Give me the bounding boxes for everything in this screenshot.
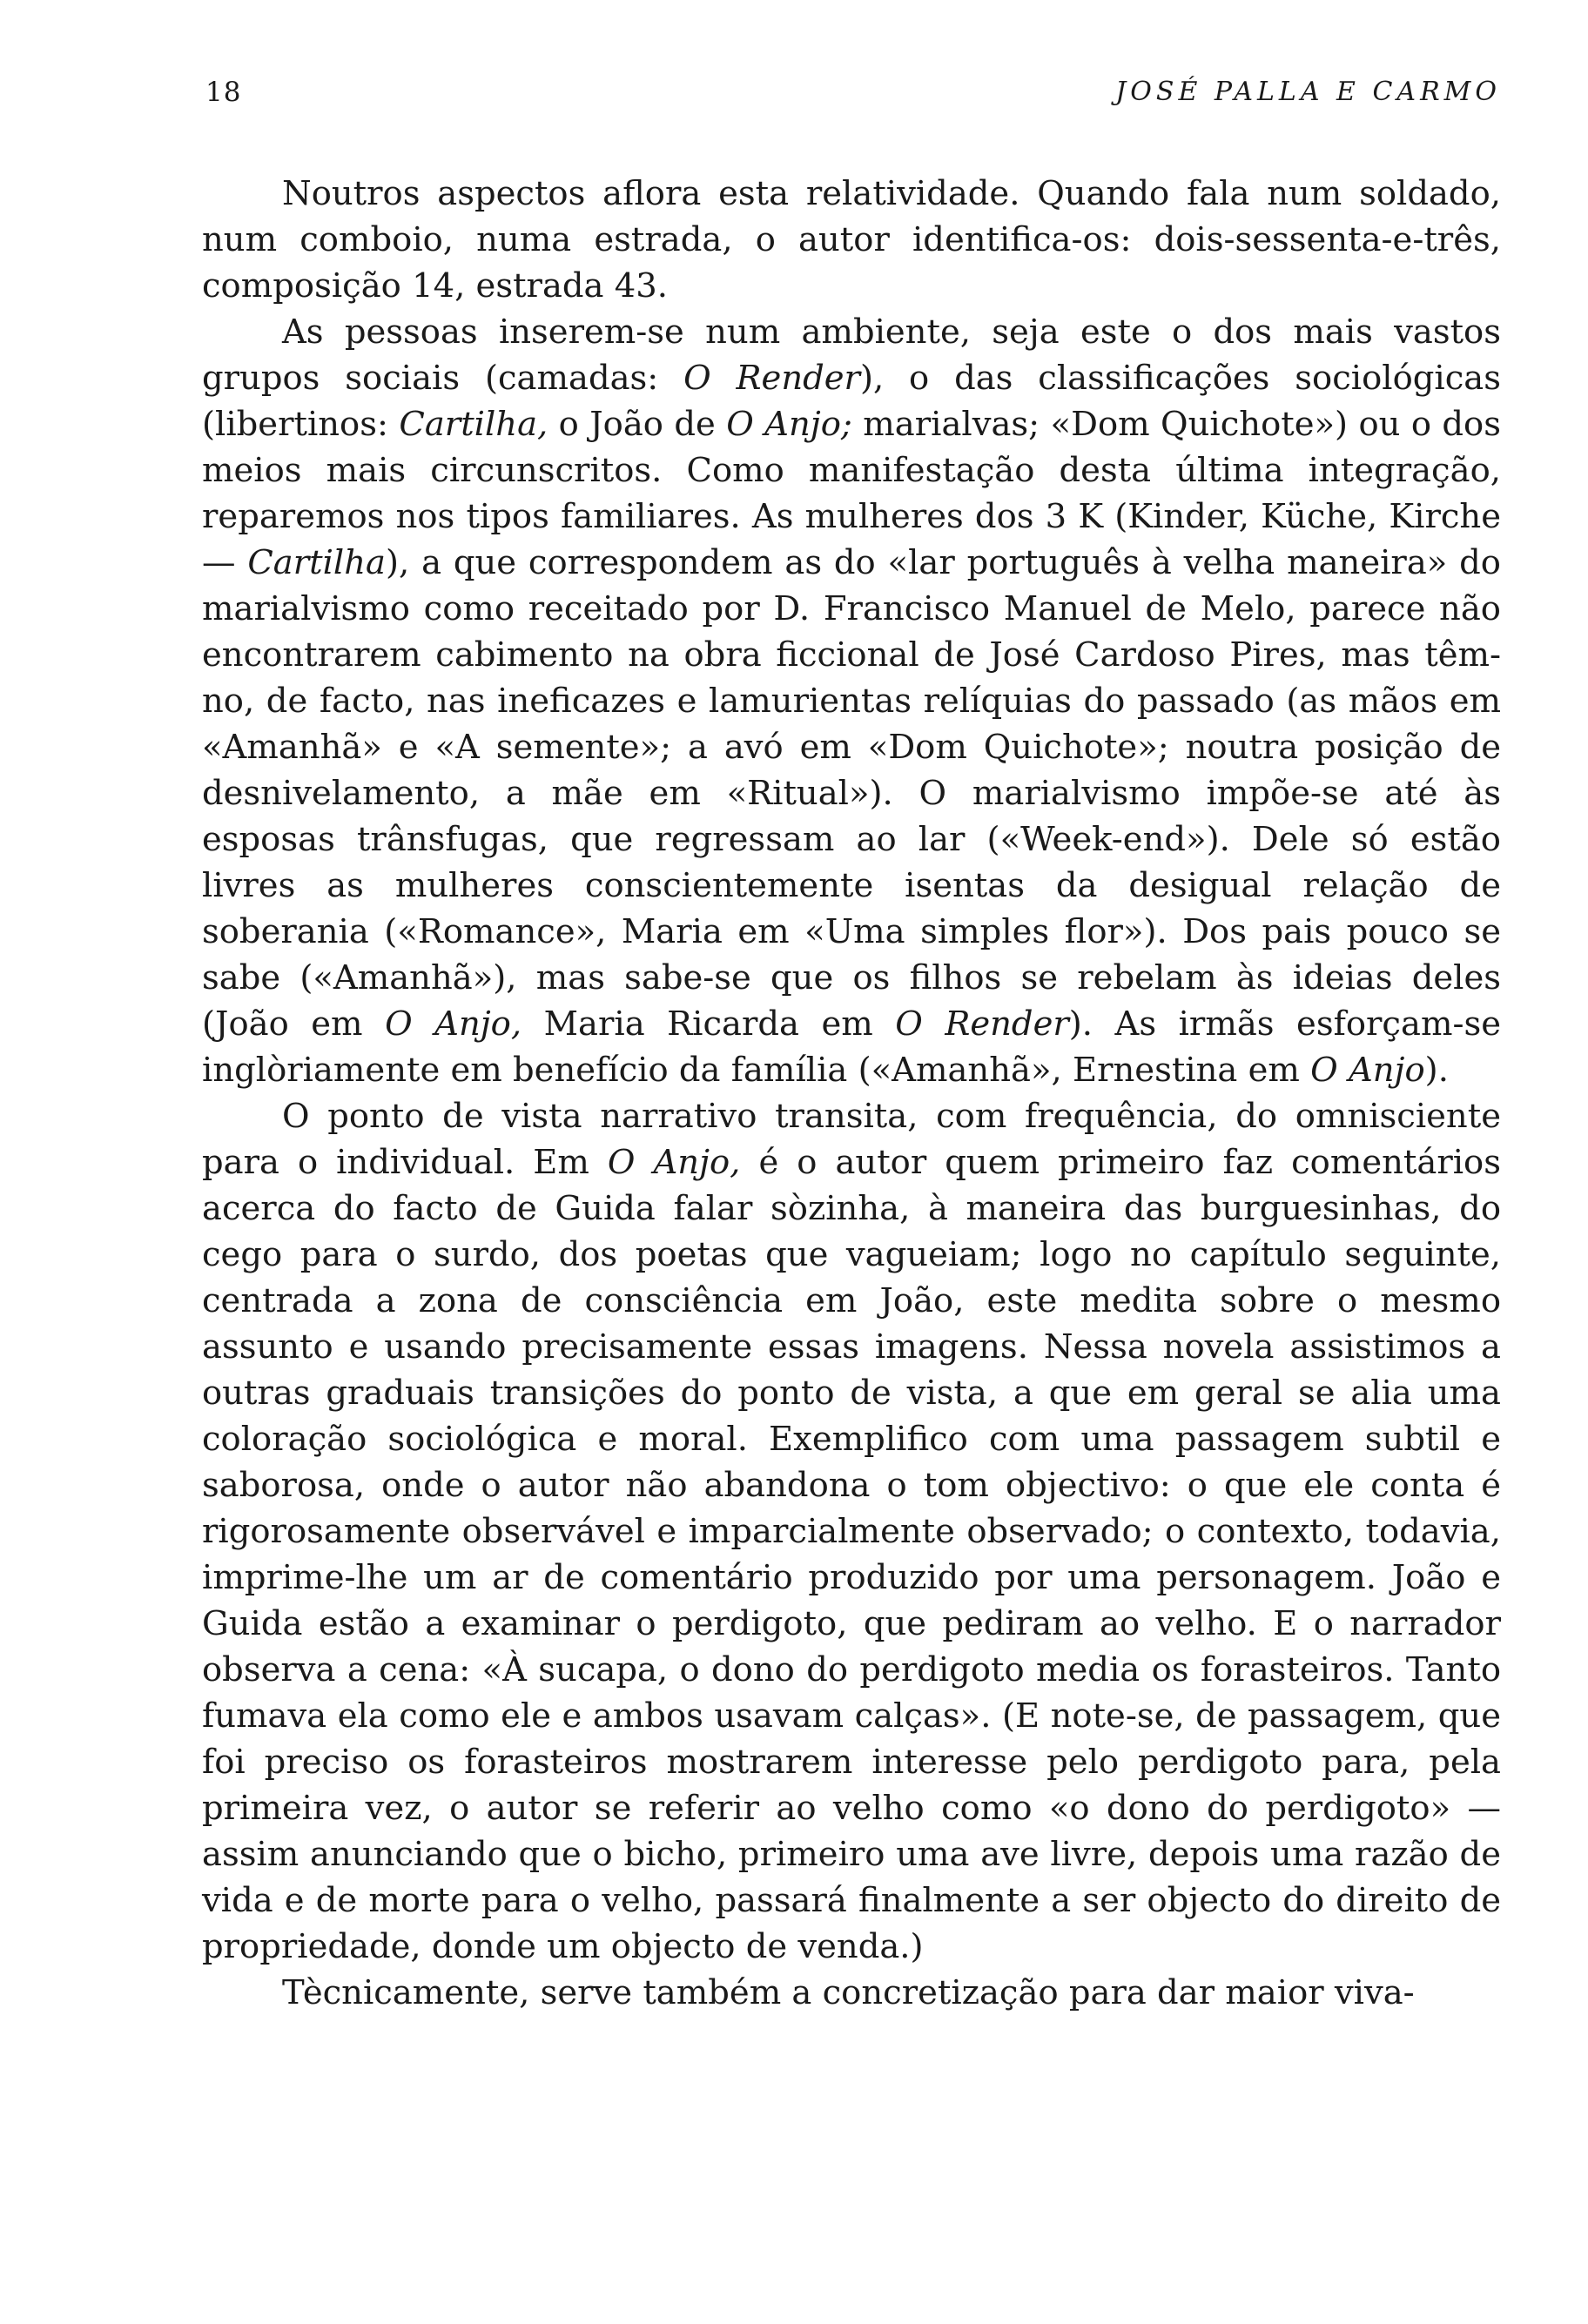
italic-title: O Anjo; — [726, 405, 852, 444]
text-run: Maria Ricarda em — [521, 1004, 896, 1044]
text-run: ). — [1424, 1051, 1449, 1090]
italic-title: O Render — [895, 1004, 1069, 1044]
text-run: marialvas; «Dom Quichote») ou o dos meios mais circunscritos. Como manifestação desta última integração, reparemos nos tipos familiares. As mulheres dos 3 K (Kinder, Küche, Kirche — — [202, 405, 1501, 582]
running-title: JOSÉ PALLA E CARMO — [1115, 77, 1501, 107]
italic-title: O Anjo, — [607, 1143, 741, 1182]
italic-title: O Anjo — [1310, 1051, 1425, 1090]
text-run: Tècnicamente, serve também a concretização para dar maior viva- — [282, 1973, 1415, 2012]
text-run: o João de — [548, 405, 727, 444]
text-run: é o autor quem primeiro faz comentários acerca do facto de Guida falar sòzinha, à maneira das burguesinhas, do cego para o surdo, dos poetas que vagueiam; logo no capítulo seguinte, centrada a zona de consciência em João, este medita sobre o mesmo assunto e usando precisamente essas imagens. Nessa novela assistimos a outras graduais transições do ponto de vista, a que em geral se alia uma coloração sociológica e moral. Exemplifico com uma passagem subtil e saborosa, onde o autor não abandona o tom objectivo: o que ele conta é rigorosamente observável e imparcialmente observado; o contexto, todavia, imprime-lhe um ar de comentário produzido por uma personagem. João e Guida estão a examinar o perdigoto, que pediram ao velho. E o narrador observa a cena: «À sucapa, o dono do perdigoto media os forasteiros. Tanto fumava ela como ele e ambos usavam calças». (E note-se, de passagem, que foi preciso os forasteiros mostrarem interesse pelo perdigoto para, pela primeira vez, o autor se referir ao velho como «o dono do perdigoto» — assim anunciando que o bicho, primeiro uma ave livre, depois uma razão de vida e de morte para o velho, passará finalmente a ser objecto do direito de propriedade, donde um objecto de venda.) — [202, 1143, 1501, 1966]
italic-title: O Anjo, — [385, 1004, 522, 1044]
text-run: ), a que correspondem as do «lar português à velha maneira» do marialvismo como receitado por D. Francisco Manuel de Melo, parece não encontrarem cabimento na obra ficcional de José Cardoso Pires, mas têm-no, de facto, nas ineficazes e lamurientas relíquias do passado (as mãos em «Amanhã» e «A semente»; a avó em «Dom Quichote»; noutra posição de desnivelamento, a mãe em «Ritual»). O marialvismo impõe-se até às esposas trânsfugas, que regressam ao lar («Week-end»). Dele só estão livres as mulheres conscientemente isentas da desigual relação de soberania («Romance», Maria em «Uma simples flor»). Dos pais pouco se sabe («Amanhã»), mas sabe-se que os filhos se rebelam às ideias deles (João em — [202, 543, 1501, 1044]
paragraph — [202, 1093, 1501, 1970]
paragraph — [202, 309, 1501, 1093]
paragraph — [202, 171, 1501, 309]
running-header — [205, 77, 1501, 120]
italic-title: O Render — [683, 359, 860, 398]
text-run: O ponto de vista narrativo transita, com frequência, do omnisciente para o individual. Em — [202, 1097, 1501, 1182]
body-text — [202, 171, 1501, 2016]
text-run: ), o das classificações sociológicas (libertinos: — [202, 359, 1501, 444]
paragraph — [202, 1970, 1501, 2016]
italic-title: Cartilha, — [399, 405, 548, 444]
text-run: As pessoas inserem-se num ambiente, seja este o dos mais vastos grupos sociais (camadas: — [202, 312, 1501, 398]
text-run: Noutros aspectos aflora esta relatividade. Quando fala num soldado, num comboio, numa estrada, o autor identifica-os: dois-sessenta-e-três, composição 14, estrada 43. — [202, 174, 1501, 306]
italic-title: Cartilha — [247, 543, 386, 582]
text-run: ). As irmãs esforçam-se inglòriamente em benefício da família («Amanhã», Ernestina em — [202, 1004, 1502, 1090]
page-number: 18 — [205, 77, 242, 108]
